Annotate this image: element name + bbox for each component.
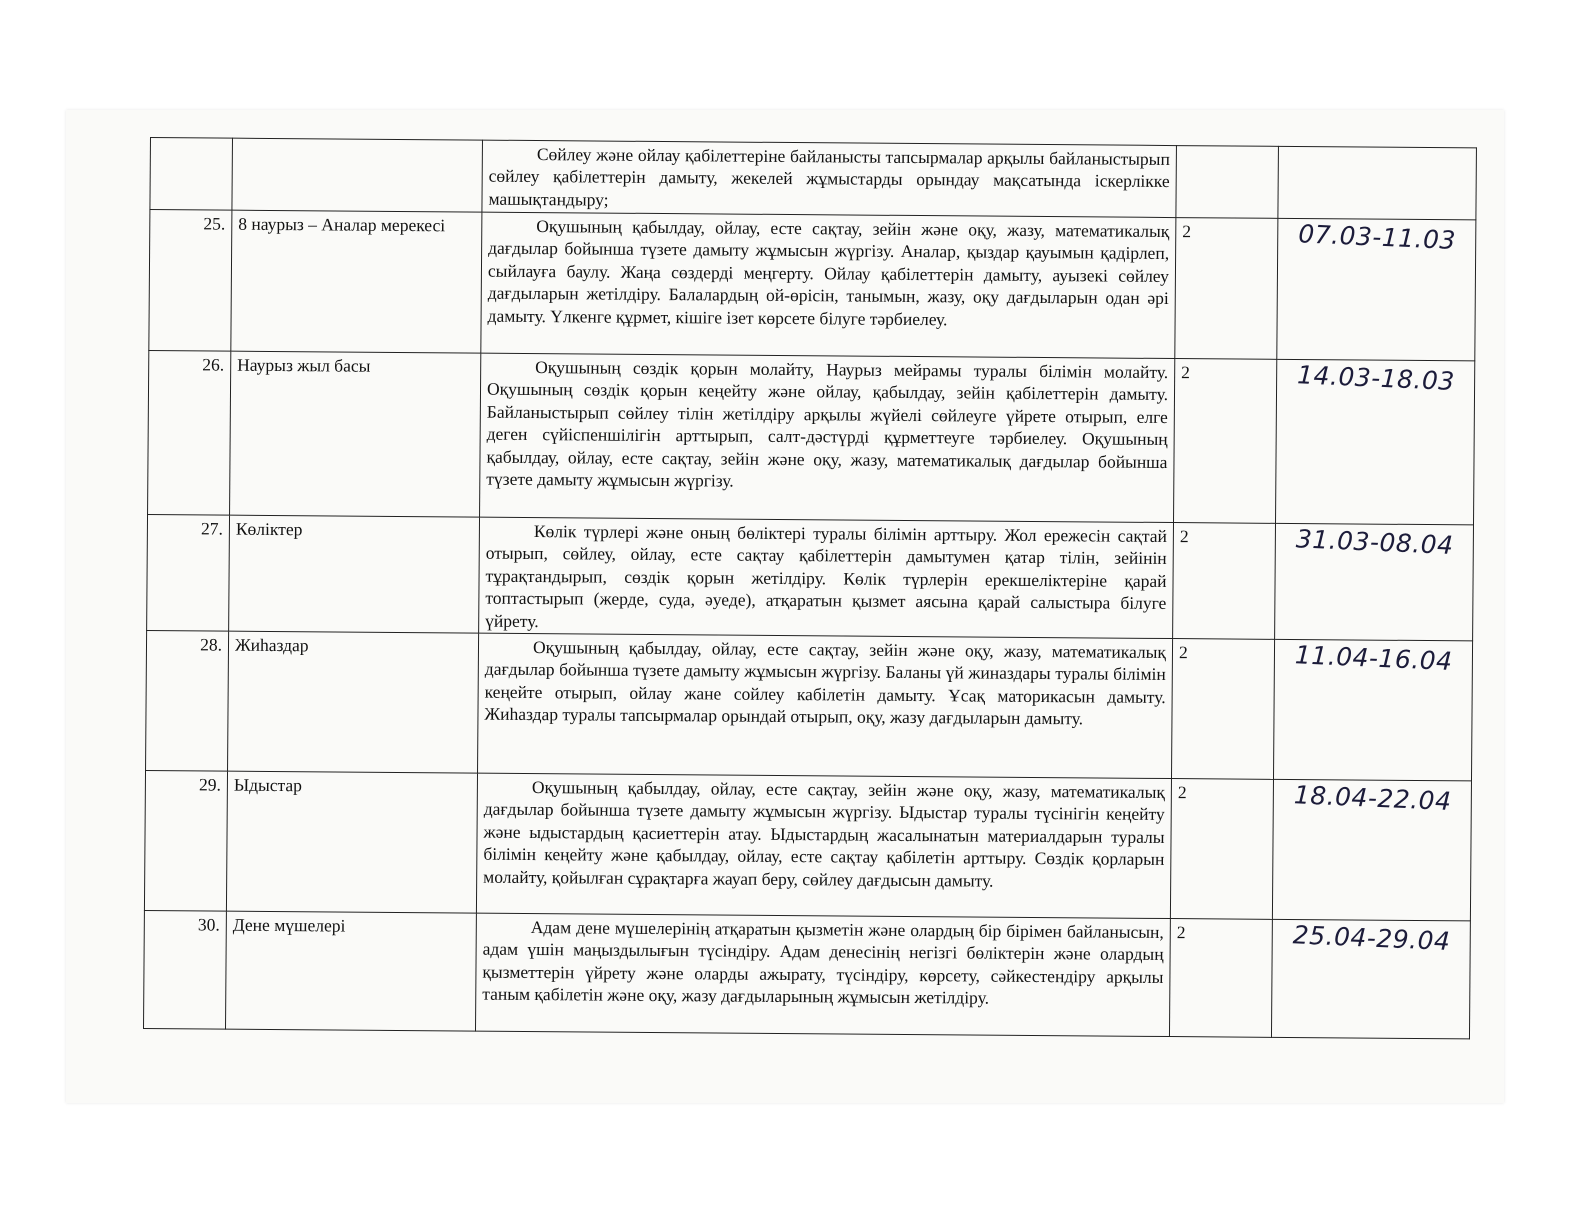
date-cell xyxy=(1273,639,1472,781)
description-cell: Оқушының сөздік қорын молайту, Наурыз мейрамы туралы білімін молайту. Оқушының сөздік қорын кеңейту және ойлау, қабылдау, зейін қабілеттерін дамыту. Байланыстырып сөйлеу тілін жетілдіру арқылы жүйелі сөйлеуге үйрете отырып, елге деген сүйіспеншілігін арттырып, салт-дәстүрді құрметтеуге тәрбиелеу. Оқушының қабылдау, ойлау, есте сақтау, зейін және оқу, жазу, математикалық дағдылар бойынша түзете дамыту жұмысын жүргізу. xyxy=(480,353,1175,522)
topic-cell: 8 наурыз – Аналар мерекесі xyxy=(231,210,482,353)
topic-cell xyxy=(232,138,483,212)
description-cell: Оқушының қабылдау, ойлау, есте сақтау, зейін және оқу, жазу, математикалық дағдылар бойынша түзете дамыту жұмысын жүргізу. Аналар, қыздар қауымын қадірлеп, сыйлауға баулу. Жаңа сөздерді меңгерту. Ойлау қабілеттерін дамыту, ауызекі сөйлеу дағдыларын жетілдіру. Балалардың ой-өрісін, танымын, жазу, оқу дағдыларын одан әрі дамыту. Үлкенге құрмет, кішіге ізет көрсете білуге тәрбиелеу. xyxy=(481,212,1176,358)
date-cell xyxy=(1278,146,1477,220)
lesson-plan-table xyxy=(143,137,1477,1039)
hours-cell: 2 xyxy=(1170,778,1273,919)
handwritten-date: 25.04-29.04 xyxy=(1291,920,1451,956)
topic-cell: Көліктер xyxy=(229,515,480,633)
date-cell xyxy=(1277,218,1476,361)
topic-cell: Жиһаздар xyxy=(228,631,479,773)
topic-cell: Дене мүшелері xyxy=(225,911,476,1031)
description-cell: Оқушының қабылдау, ойлау, есте сақтау, зейін және оқу, жазу, математикалық дағдылар бойынша түзете дамыту жұмысын жүргізу. Ыдыстар туралы түсінігін кеңейту және ыдыстардың қасиеттерін атау. Ыдыстардың жасалынатын материалдарын туралы білімін кеңейту және қабылдау, ойлау, есте сақтау қабілетін арттыру. Сөздік қорларын молайту, қойылған сұрақтарға жауап беру, сөйлеу дағдысын дамыту. xyxy=(476,773,1171,918)
table-row xyxy=(150,138,1477,220)
table-row xyxy=(148,350,1475,524)
hours-cell: 2 xyxy=(1169,918,1272,1037)
row-number: 26. xyxy=(148,350,231,515)
handwritten-date: 14.03-18.03 xyxy=(1296,360,1456,396)
date-cell xyxy=(1276,359,1475,525)
hours-cell: 2 xyxy=(1175,218,1278,360)
date-cell xyxy=(1275,523,1474,641)
date-cell xyxy=(1271,919,1470,1039)
row-number: 29. xyxy=(144,770,227,911)
row-number: 30. xyxy=(143,910,226,1029)
hours-cell xyxy=(1176,146,1279,219)
handwritten-date: 07.03-11.03 xyxy=(1297,219,1457,255)
table-row xyxy=(146,630,1473,780)
handwritten-date: 31.03-08.04 xyxy=(1294,524,1454,560)
table-row xyxy=(147,514,1474,640)
hours-cell: 2 xyxy=(1171,638,1274,779)
topic-cell: Ыдыстар xyxy=(226,771,477,913)
description-cell: Адам дене мүшелерінің атқаратын қызметін және олардың бір бірімен байланысын, адам үшін маңыздылығын түсіндіру. Адам денесінің негізгі бөліктерін және олардың қызметтерін үйрету және оларды ажырату, түсіндіру, көрсету, сәйкестендіру арқылы таным қабілетін және оқу, жазу дағдыларының жұмысын жетілдіру. xyxy=(475,913,1170,1036)
description-cell: Сөйлеу және ойлау қабілеттеріне байланысты тапсырмалар арқылы байланыстырып сөйлеу қабілеттерін дамыту, жекелей жұмыстарды орындау мақсатында іскерлікке машықтандыру; xyxy=(482,140,1177,217)
date-cell xyxy=(1272,779,1471,921)
description-cell: Көлік түрлері және оның бөліктері туралы білімін арттыру. Жол ережесін сақтай отырып, сөйлеу, ойлау, есте сақтау қабілеттерін дамытумен қатар тілін, зейінін тұрақтандырып, сөздік қорын жетілдіру. Көлік түрлерін ерекшеліктеріне қарай топтастырып (жерде, суда, әуеде), атқаратын қызмет аясына қарай салыстыра білуге үйрету. xyxy=(479,517,1174,638)
row-number xyxy=(150,138,233,211)
hours-cell: 2 xyxy=(1174,359,1277,524)
row-number: 28. xyxy=(146,630,229,771)
row-number: 27. xyxy=(147,514,230,631)
hours-cell: 2 xyxy=(1173,523,1276,640)
description-cell: Оқушының қабылдау, ойлау, есте сақтау, зейін және оқу, жазу, математикалық дағдылар бойынша түзете дамыту жұмысын жүргізу. Баланы үй жиназдары туралы білімін кеңейте отырып, ойлау жане сойлеу кабілетін дамыту. Ұсақ маторикасын дамыту. Жиһаздар туралы тапсырмалар орындай отырып, оқу, жазу дағдыларын дамыту. xyxy=(478,633,1173,778)
topic-cell: Наурыз жыл басы xyxy=(230,351,481,517)
table-row xyxy=(143,910,1470,1038)
handwritten-date: 11.04-16.04 xyxy=(1294,640,1453,676)
table-row xyxy=(149,210,1476,361)
table-row xyxy=(144,770,1471,920)
handwritten-date: 18.04-22.04 xyxy=(1292,780,1452,816)
row-number: 25. xyxy=(149,210,232,352)
